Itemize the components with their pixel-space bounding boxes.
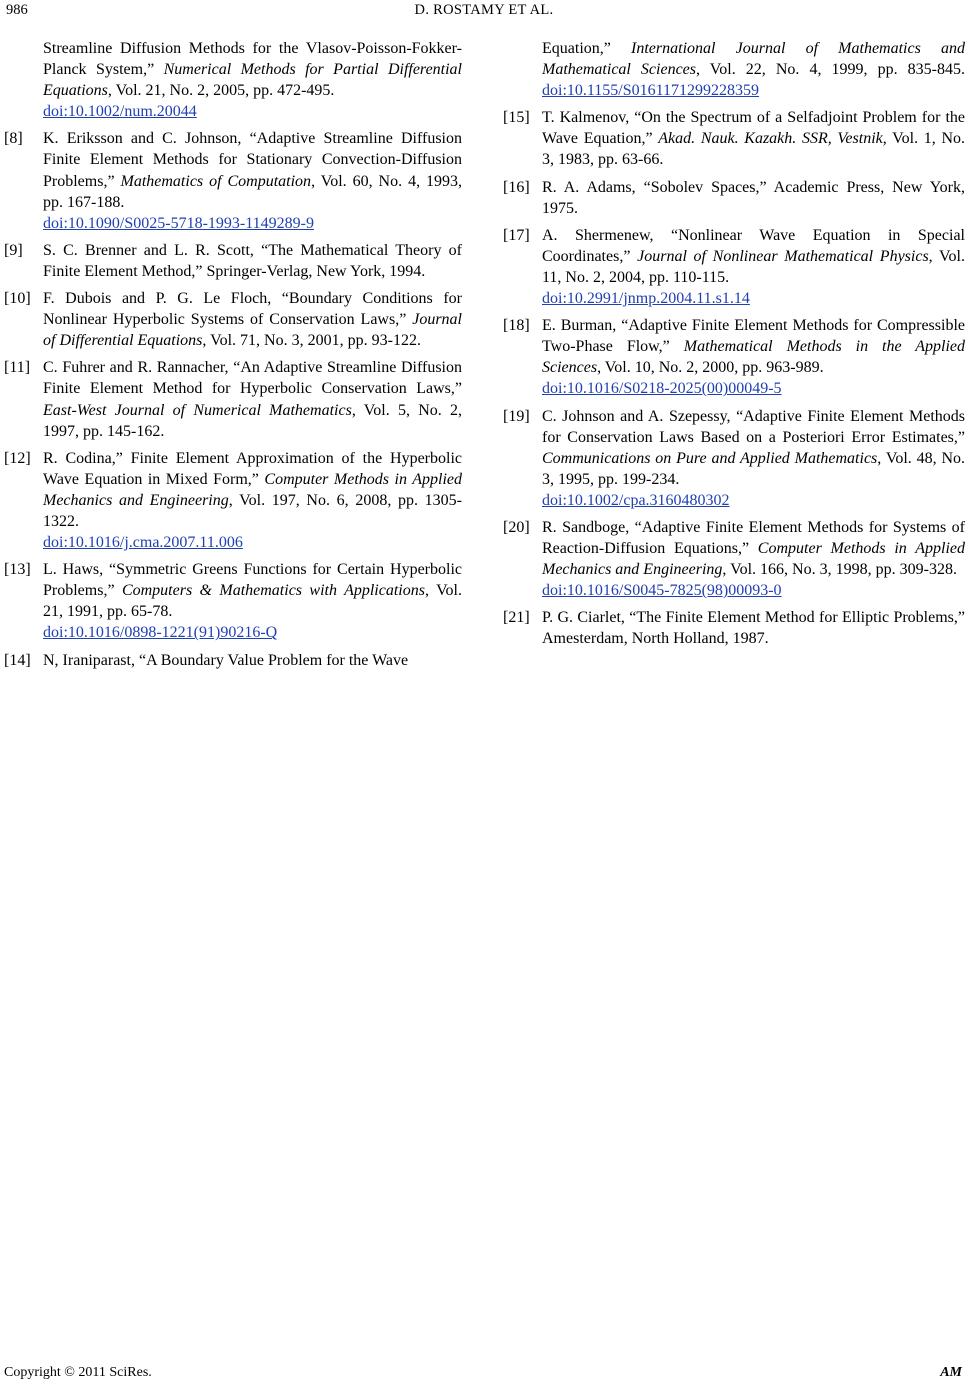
reference-number: [9] [4, 241, 23, 259]
doi-link[interactable]: doi:10.1016/0898-1221(91)90216-Q [43, 624, 278, 642]
reference-text: R. Codina,” Finite Element Approximation of the Hyperbolic Wave Equation in Mixed Form,” [43, 449, 462, 488]
reference-journal: Numerical Methods for Partial Differential Equations [43, 61, 463, 100]
doi-link[interactable]: doi:10.1090/S0025-5718-1993-1149289-9 [43, 214, 314, 232]
reference-details: , Vol. 48, No. 3, 1995, pp. 199-234. [542, 449, 966, 488]
reference-text: E. Burman, “Adaptive Finite Element Methods for Compressible Two-Phase Flow,” [542, 317, 965, 356]
reference-journal: Mathematics of Computation [120, 172, 312, 190]
right-column [503, 38, 965, 656]
reference-item [503, 107, 965, 170]
reference-details: , Vol. 71, No. 3, 2001, pp. 93-122. [202, 332, 421, 350]
reference-details: , Vol. 5, No. 2, 1997, pp. 145-162. [43, 401, 462, 440]
reference-item [503, 177, 965, 219]
reference-text: F. Dubois and P. G. Le Floch, “Boundary Conditions for Nonlinear Hyperbolic Systems of Conservation Laws,” [43, 290, 462, 329]
reference-number: [14] [4, 651, 31, 669]
reference-journal: Journal of Nonlinear Mathematical Physics [637, 247, 929, 265]
reference-item [4, 128, 462, 233]
reference-text: L. Haws, “Symmetric Greens Functions for Certain Hyperbolic Problems,” [43, 561, 462, 600]
reference-details: , Vol. 21, No. 2, 2005, pp. 472-495. [107, 82, 335, 100]
reference-text: S. C. Brenner and L. R. Scott, “The Mathematical Theory of Finite Element Method,” Springer-Verlag, New York, 1994. [43, 241, 462, 280]
reference-continuation [4, 38, 462, 122]
left-column [4, 38, 462, 677]
reference-journal: Computers & Mathematics with Applications [121, 582, 425, 600]
reference-text: N, Iraniparast, “A Boundary Value Problem for the Wave [43, 651, 409, 669]
reference-number: [21] [503, 609, 530, 627]
reference-number: [11] [4, 359, 31, 377]
reference-journal: East-West Journal of Numerical Mathematics [43, 401, 352, 419]
reference-journal: Akad. Nauk. Kazakh. SSR, Vestnik [658, 130, 883, 148]
doi-link[interactable]: doi:10.1002/cpa.3160480302 [542, 491, 730, 509]
reference-journal: Mathematical Methods in the Applied Sciences [542, 338, 966, 377]
reference-item [503, 315, 965, 399]
reference-journal: Computer Methods in Applied Mechanics and Engineering [43, 470, 462, 509]
copyright-notice: Copyright © 2011 SciRes. [4, 1365, 152, 1380]
reference-details: , Vol. 60, No. 4, 1993, pp. 167-188. [43, 172, 463, 211]
reference-details: , Vol. 11, No. 2, 2004, pp. 110-115. [542, 247, 965, 286]
doi-link[interactable]: doi:10.1155/S0161171299228359 [542, 82, 760, 100]
reference-item [4, 448, 462, 553]
reference-details: , Vol. 10, No. 2, 2000, pp. 963-989. [597, 359, 824, 377]
reference-number: [13] [4, 561, 31, 579]
reference-number: [19] [503, 407, 530, 425]
reference-text: C. Johnson and A. Szepessy, “Adaptive Finite Element Methods for Conservation Laws Based on a Posteriori Error Estimates,” [542, 407, 965, 446]
reference-text: A. Shermenew, “Nonlinear Wave Equation in Special Coordinates,” [542, 226, 965, 265]
reference-details: , Vol. 1, No. 3, 1983, pp. 63-66. [542, 130, 966, 169]
reference-journal: Communications on Pure and Applied Mathematics [542, 449, 878, 467]
reference-item [4, 357, 462, 441]
reference-details: , Vol. 197, No. 6, 2008, pp. 1305-1322. [43, 491, 462, 530]
reference-text: R. A. Adams, “Sobolev Spaces,” Academic Press, New York, 1975. [542, 178, 965, 217]
reference-item [503, 225, 965, 309]
running-head: D. ROSTAMY ET AL. [414, 2, 554, 18]
doi-link[interactable]: doi:10.1016/S0045-7825(98)00093-0 [542, 582, 782, 600]
reference-text: Streamline Diffusion Methods for the Vlasov-Poisson-Fokker-Planck System,” [43, 40, 462, 79]
journal-abbreviation: AM [940, 1365, 962, 1380]
doi-link[interactable]: doi:10.1016/S0218-2025(00)00049-5 [542, 380, 782, 398]
reference-item [4, 650, 462, 671]
reference-number: [18] [503, 317, 530, 335]
reference-number: [16] [503, 178, 530, 196]
reference-text: K. Eriksson and C. Johnson, “Adaptive Streamline Diffusion Finite Element Methods for Stationary Convection-Diffusion Problems,” [43, 130, 462, 190]
reference-list [4, 128, 462, 670]
reference-item [4, 288, 462, 351]
reference-text: Equation,” [542, 40, 632, 57]
doi-link[interactable]: doi:10.1002/num.20044 [43, 103, 197, 121]
doi-link[interactable]: doi:10.2991/jnmp.2004.11.s1.14 [542, 290, 750, 308]
reference-text: T. Kalmenov, “On the Spectrum of a Selfadjoint Problem for the Wave Equation,” [542, 109, 965, 148]
reference-text: C. Fuhrer and R. Rannacher, “An Adaptive Streamline Diffusion Finite Element Method for Hyperbolic Conservation Laws,” [43, 359, 462, 398]
reference-number: [12] [4, 449, 31, 467]
reference-continuation [503, 38, 965, 101]
reference-details: , Vol. 166, No. 3, 1998, pp. 309-328. [722, 561, 957, 579]
reference-list [503, 107, 965, 649]
reference-item [4, 240, 462, 282]
reference-number: [15] [503, 109, 530, 127]
reference-text: R. Sandboge, “Adaptive Finite Element Methods for Systems of Reaction-Diffusion Equations,” [542, 518, 965, 558]
reference-details: , Vol. 22, No. 4, 1999, pp. 835-845. [696, 61, 965, 79]
reference-text: P. G. Ciarlet, “The Finite Element Method for Elliptic Problems,” Amesterdam, North Holland, 1987. [542, 609, 965, 648]
page-header [0, 2, 968, 26]
reference-number: [17] [503, 226, 530, 244]
reference-item [4, 559, 462, 643]
reference-number: [8] [4, 130, 23, 148]
reference-details: , Vol. 21, 1991, pp. 65-78. [43, 582, 463, 621]
reference-journal: Computer Methods in Applied Mechanics and Engineering [542, 540, 966, 579]
reference-journal: International Journal of Mathematics and Mathematical Sciences [542, 40, 965, 79]
doi-link[interactable]: doi:10.1016/j.cma.2007.11.006 [43, 534, 243, 552]
page-number: 986 [6, 2, 28, 18]
reference-item [503, 406, 965, 511]
reference-number: [10] [4, 290, 31, 308]
reference-item [503, 607, 965, 649]
reference-item [503, 517, 965, 601]
reference-number: [20] [503, 518, 530, 536]
reference-journal: Journal of Differential Equations [43, 311, 462, 350]
